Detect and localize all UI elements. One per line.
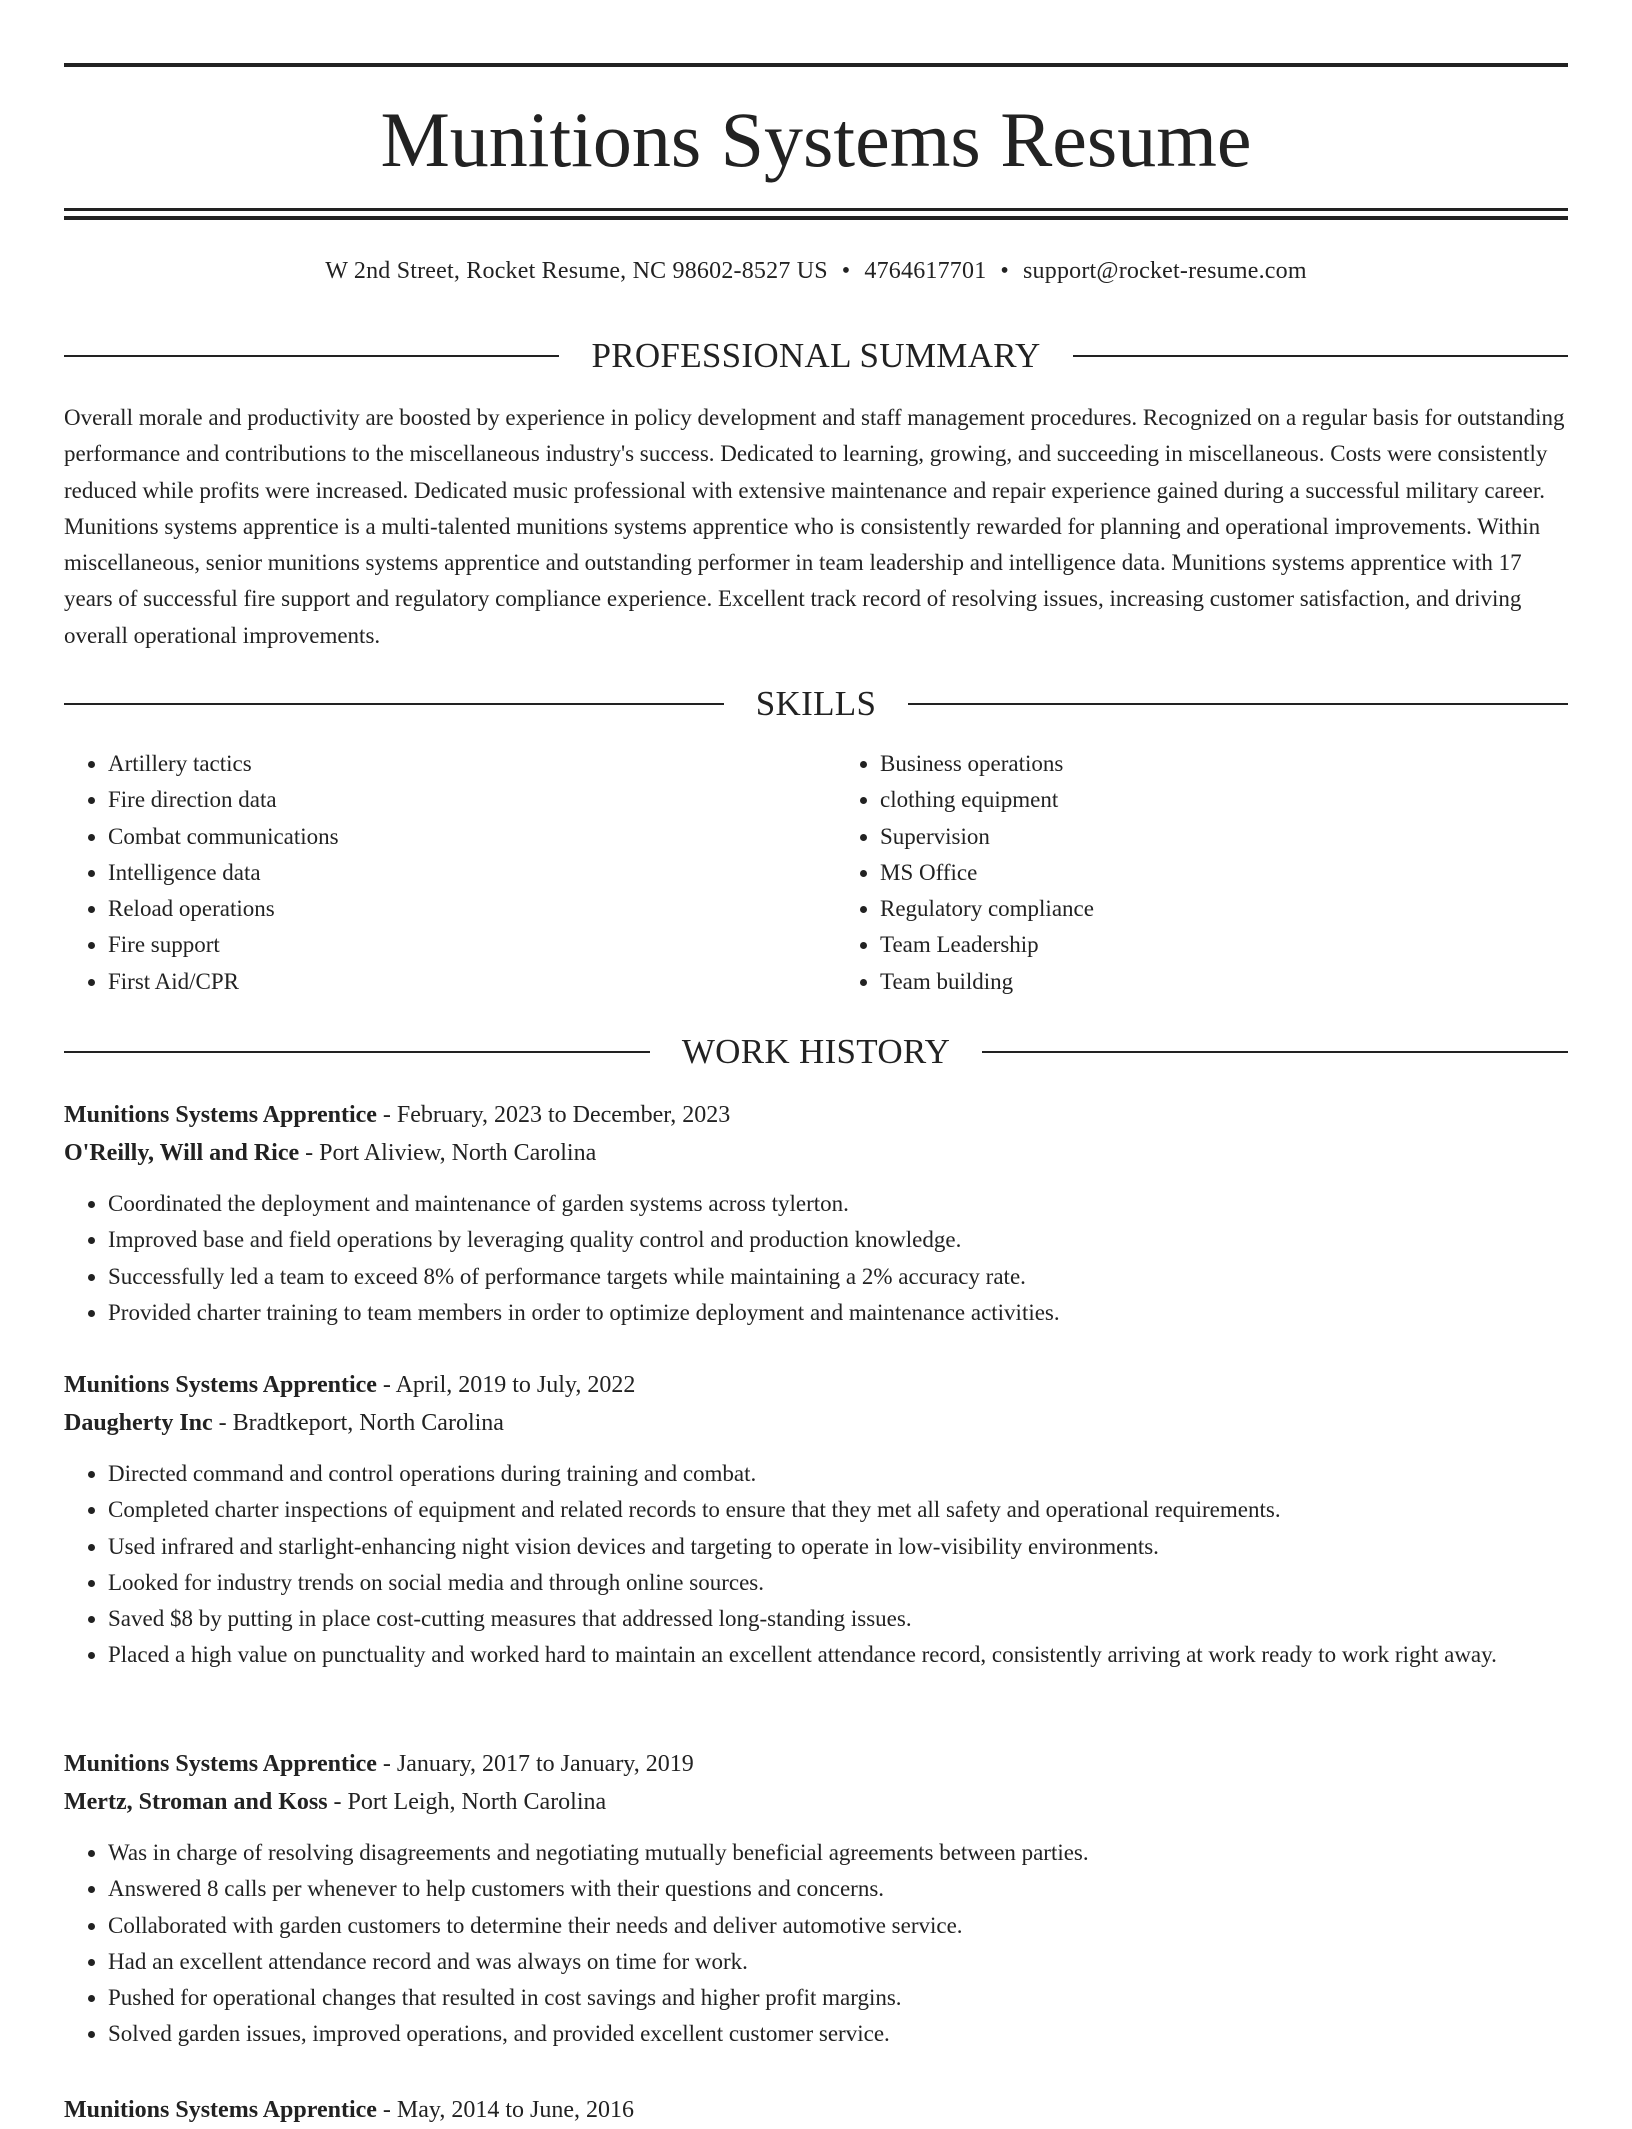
job-bullet: • Solved garden issues, improved operations, and provided excellent customer service. bbox=[108, 2016, 1568, 2052]
skill-item: • MS Office bbox=[880, 855, 1568, 891]
skill-item: • Team Leadership bbox=[880, 927, 1568, 963]
job-bullet: • Placed a high value on punctuality and worked hard to maintain an excellent attendance record, consistently arriving at work ready to work right away. bbox=[108, 1637, 1568, 1673]
job-bullets bbox=[64, 1186, 1568, 1331]
skill-item: • Fire support bbox=[108, 927, 796, 963]
heading-rule bbox=[982, 1051, 1568, 1053]
job-bullet: • Improved base and field operations by leveraging quality control and production knowledge. bbox=[108, 1222, 1568, 1258]
job-company-line: Mertz, Stroman and Koss - Port Leigh, North Carolina bbox=[64, 1789, 607, 1815]
skills-column-right bbox=[836, 746, 1568, 1000]
heading-rule bbox=[64, 1051, 650, 1053]
job-bullet: • Saved $8 by putting in place cost-cutting measures that addressed long-standing issues. bbox=[108, 1601, 1568, 1637]
title-rule-lower bbox=[64, 216, 1568, 220]
job-entry bbox=[64, 2091, 1568, 2129]
heading-rule bbox=[64, 703, 724, 705]
job-bullet: • Provided charter training to team members in order to optimize deployment and maintenance activities. bbox=[108, 1295, 1568, 1331]
job-title: Munitions Systems Apprentice bbox=[64, 1102, 377, 1128]
heading-rule bbox=[1073, 355, 1568, 357]
contact-separator: • bbox=[1000, 258, 1010, 284]
contact-address: W 2nd Street, Rocket Resume, NC 98602-8527 US bbox=[325, 258, 828, 284]
job-company-line: O'Reilly, Will and Rice - Port Aliview, North Carolina bbox=[64, 1140, 597, 1166]
skills-heading bbox=[64, 682, 1568, 726]
top-rule bbox=[64, 63, 1568, 67]
page-title: Munitions Systems Resume bbox=[380, 96, 1252, 183]
job-title-line: Munitions Systems Apprentice - February, 2023 to December, 2023 bbox=[64, 1102, 731, 1128]
contact-email: support@rocket-resume.com bbox=[1023, 258, 1307, 284]
job-bullet: • Pushed for operational changes that resulted in cost savings and higher profit margins. bbox=[108, 1980, 1568, 2016]
job-title-line: Munitions Systems Apprentice - January, 2017 to January, 2019 bbox=[64, 1751, 694, 1777]
summary-heading-label: PROFESSIONAL SUMMARY bbox=[591, 336, 1041, 375]
heading-rule bbox=[908, 703, 1568, 705]
job-bullet: • Had an excellent attendance record and was always on time for work. bbox=[108, 1944, 1568, 1980]
job-bullet: • Completed charter inspections of equipment and related records to ensure that they met all safety and operational requirements. bbox=[108, 1492, 1568, 1528]
skill-item: • Fire direction data bbox=[108, 782, 796, 818]
work-history-heading bbox=[64, 1030, 1568, 1074]
contact-phone: 4764617701 bbox=[864, 258, 987, 284]
job-company: Daugherty Inc bbox=[64, 1410, 213, 1436]
skills-column-left bbox=[64, 746, 796, 1000]
job-dates: April, 2019 to July, 2022 bbox=[395, 1372, 636, 1398]
job-bullets bbox=[64, 1835, 1568, 2053]
contact-separator: • bbox=[841, 258, 851, 284]
skills-list bbox=[64, 746, 1568, 1000]
job-bullets bbox=[64, 1456, 1568, 1674]
skill-item: • Supervision bbox=[880, 819, 1568, 855]
job-location: Port Leigh, North Carolina bbox=[347, 1789, 607, 1815]
job-location: Bradtkeport, North Carolina bbox=[232, 1410, 504, 1436]
job-company-line: Daugherty Inc - Bradtkeport, North Carolina bbox=[64, 1410, 504, 1436]
job-entry bbox=[64, 1745, 1568, 2053]
job-bullet: • Answered 8 calls per whenever to help customers with their questions and concerns. bbox=[108, 1871, 1568, 1907]
job-bullet: • Was in charge of resolving disagreements and negotiating mutually beneficial agreements between parties. bbox=[108, 1835, 1568, 1871]
skill-item: • Business operations bbox=[880, 746, 1568, 782]
job-bullet: • Directed command and control operations during training and combat. bbox=[108, 1456, 1568, 1492]
job-bullet: • Coordinated the deployment and maintenance of garden systems across tylerton. bbox=[108, 1186, 1568, 1222]
job-entry bbox=[64, 1366, 1568, 1674]
skill-item: • Reload operations bbox=[108, 891, 796, 927]
title-rule-upper bbox=[64, 208, 1568, 211]
skill-item: • Combat communications bbox=[108, 819, 796, 855]
job-bullet: • Used infrared and starlight-enhancing night vision devices and targeting to operate in low-visibility environments. bbox=[108, 1529, 1568, 1565]
summary-heading bbox=[64, 334, 1568, 378]
skill-item: • Intelligence data bbox=[108, 855, 796, 891]
skills-heading-label: SKILLS bbox=[755, 684, 877, 723]
skill-item: • Artillery tactics bbox=[108, 746, 796, 782]
skill-item: • Regulatory compliance bbox=[880, 891, 1568, 927]
job-dates: February, 2023 to December, 2023 bbox=[396, 1102, 731, 1128]
job-company: Mertz, Stroman and Koss bbox=[64, 1789, 328, 1815]
heading-rule bbox=[64, 355, 559, 357]
job-bullet: • Successfully led a team to exceed 8% of performance targets while maintaining a 2% accuracy rate. bbox=[108, 1259, 1568, 1295]
job-bullet: • Looked for industry trends on social media and through online sources. bbox=[108, 1565, 1568, 1601]
job-title: Munitions Systems Apprentice bbox=[64, 2097, 377, 2123]
skill-item: • Team building bbox=[880, 964, 1568, 1000]
job-title-line: Munitions Systems Apprentice - May, 2014 to June, 2016 bbox=[64, 2097, 635, 2123]
skill-item: • First Aid/CPR bbox=[108, 964, 796, 1000]
job-title: Munitions Systems Apprentice bbox=[64, 1372, 377, 1398]
job-title-line: Munitions Systems Apprentice - April, 2019 to July, 2022 bbox=[64, 1372, 636, 1398]
job-bullet: • Collaborated with garden customers to determine their needs and deliver automotive service. bbox=[108, 1908, 1568, 1944]
skill-item: • clothing equipment bbox=[880, 782, 1568, 818]
summary-text: Overall morale and productivity are boosted by experience in policy development and staff management procedures. Recognized on a regular basis for outstanding performance and contributions to the miscellaneous industry's success. Dedicated to learning, growing, and succeeding in miscellaneous. Costs were consistently reduced while profits were increased. Dedicated music professional with extensive maintenance and repair experience gained during a successful military career. Munitions systems apprentice is a multi-talented munitions systems apprentice who is consistently rewarded for planning and operational improvements. Within miscellaneous, senior munitions systems apprentice and outstanding performer in team leadership and intelligence data. Munitions systems apprentice with 17 years of successful fire support and regulatory compliance experience. Excellent track record of resolving issues, increasing customer satisfaction, and driving overall operational improvements. bbox=[64, 405, 1565, 648]
job-location: Port Aliview, North Carolina bbox=[319, 1140, 597, 1166]
job-entry bbox=[64, 1096, 1568, 1331]
job-company: O'Reilly, Will and Rice bbox=[64, 1140, 300, 1166]
contact-line bbox=[64, 254, 1568, 288]
job-title: Munitions Systems Apprentice bbox=[64, 1751, 377, 1777]
work-history-heading-label: WORK HISTORY bbox=[681, 1032, 951, 1071]
job-dates: May, 2014 to June, 2016 bbox=[396, 2097, 635, 2123]
job-dates: January, 2017 to January, 2019 bbox=[396, 1751, 694, 1777]
